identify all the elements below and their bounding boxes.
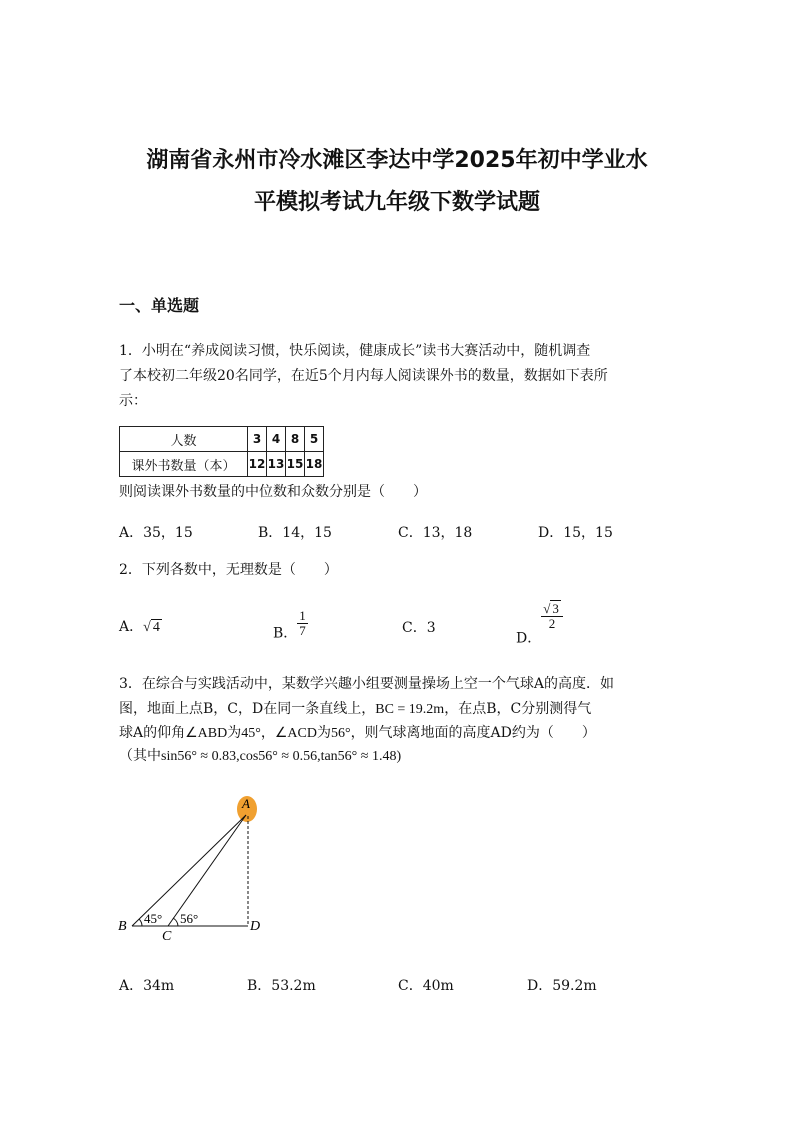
q3-option-c: C．40m [398,978,454,994]
text-run: 球A的仰角 [119,725,186,741]
text-run: ， [260,725,275,741]
q1-option-c: C．13，18 [398,525,473,541]
option-label: A． [119,619,144,635]
q1-line-3: 示： [119,393,147,409]
table-cell: 15 [286,452,305,477]
segment-ab [132,815,246,926]
option-label: B． [273,625,298,642]
table-cell: 3 [248,427,267,452]
q1-option-b: B．14，15 [258,525,332,541]
q1-data-table [119,426,324,477]
q3-line-4 [119,743,401,770]
q1-stem: 则阅读课外书数量的中位数和众数分别是（ ） [119,484,427,500]
q3-line-1: 3．在综合与实践活动中，某数学兴趣小组要测量操场上空一个气球A的高度．如 [119,676,615,692]
document-title-line-1: 湖南省永州市冷水滩区李达中学2025年初中学业水 [146,148,648,173]
q3-option-b: B．53.2m [247,978,316,994]
table-row [120,452,324,477]
sqrt-expression: √ 4 [143,620,160,635]
point-c-label: C [162,929,172,940]
angle-b-arc [139,919,142,926]
radicand: 4 [152,620,160,635]
point-a-label: A [242,796,250,811]
math-run: 56° [330,726,351,741]
table-header-cell: 人数 [120,427,248,452]
text-run: （其中 [119,748,161,764]
table-row [120,427,324,452]
angle-c-arc [173,918,178,926]
radicand: 3 [552,601,559,616]
table-cell: 13 [267,452,286,477]
table-cell: 4 [267,427,286,452]
q1-option-d: D．15，15 [538,525,613,541]
q1-line-1: 1．小明在“养成阅读习惯，快乐阅读，健康成长”读书大赛活动中，随机调查 [119,343,591,359]
q2-option-c: C．3 [402,620,436,636]
table-header-cell: 课外书数量（本） [120,452,248,477]
q3-line-2 [119,696,591,723]
q1-line-2: 了本校初二年级20名同学，在近5个月内每人阅读课外书的数量，数据如下表所 [119,368,608,384]
q3-option-d: D．59.2m [527,978,597,994]
math-run: ∠ABD [185,726,228,741]
q2-stem: 2．下列各数中，无理数是（ ） [119,562,338,578]
fraction [297,609,308,638]
angle-c-label: 56° [180,911,199,926]
sqrt-expression: √ 3 [543,601,559,616]
text-run: 为 [316,725,331,741]
q2-option-b [273,609,308,643]
text-run: ，在点B，C分别测得气 [444,701,592,717]
point-d-label: D [250,919,261,934]
q3-triangle-figure [112,790,272,940]
q2-option-a [119,616,162,636]
math-run: sin56° ≈ 0.83,cos56° ≈ 0.56,tan56° ≈ 1.48) [161,749,402,764]
section-heading: 一、单选题 [119,296,200,315]
math-run: BC = 19.2m [375,702,445,717]
math-run: 45° [241,726,261,741]
text-run: 为 [227,725,242,741]
math-run: ∠ACD [274,726,317,741]
q3-option-a: A．34m [119,978,175,994]
text-run: ，则气球离地面的高度AD约为（ ） [350,725,596,741]
q2-option-d [516,602,563,648]
table-cell: 12 [248,452,267,477]
denominator: 2 [548,616,556,631]
table-cell: 18 [305,452,324,477]
fraction [541,602,563,631]
table-cell: 5 [305,427,324,452]
option-label: D． [516,630,542,647]
q1-option-a: A．35，15 [119,525,193,541]
numerator: 1 [299,608,306,623]
text-run: 图，地面上点B，C，D在同一条直线上， [119,701,376,717]
segment-ac [168,815,246,926]
point-b-label: B [118,919,127,934]
table-cell: 8 [286,427,305,452]
document-title-line-2: 平模拟考试九年级下数学试题 [253,190,540,215]
denominator: 7 [299,623,306,638]
angle-b-label: 45° [144,911,163,926]
numerator [541,602,563,617]
